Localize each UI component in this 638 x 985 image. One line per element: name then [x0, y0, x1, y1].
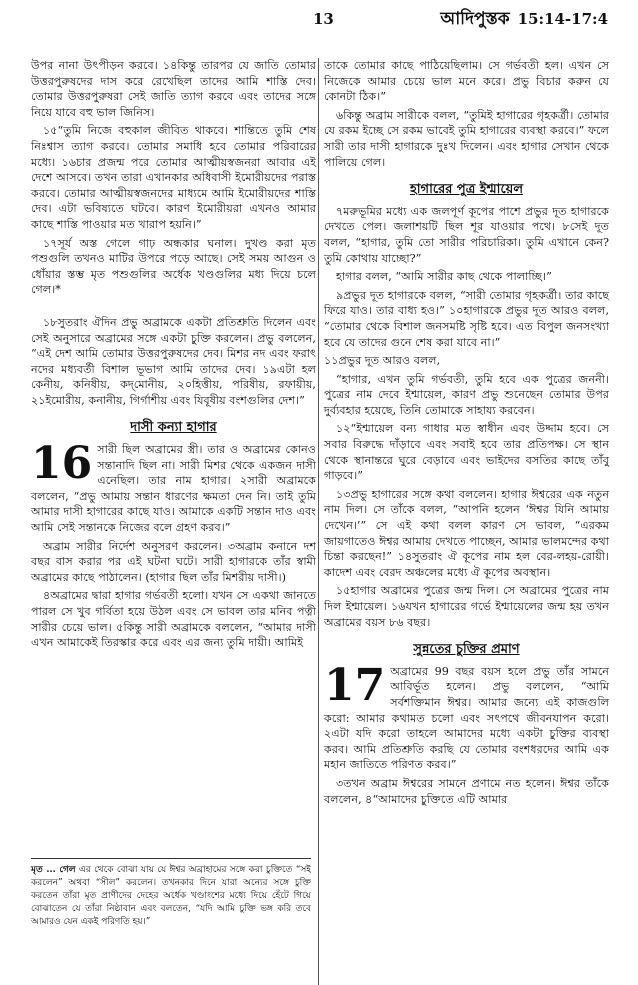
chapter-paragraph: [31, 438, 316, 536]
paragraph: ১৫হাগার অব্রামের পুত্রের জন্ম দিল। সে অব্রামের পুত্রের নাম দিল ইশ্মায়েল। ১৬যখন হাগারের গর্ভে ইশ্মায়েলের জন্ম হয় তখন অব্রামের বয়স ৮৬ বছর।: [324, 584, 609, 629]
spacer: [31, 301, 316, 315]
page-number: 13: [313, 10, 334, 28]
paragraph-text: সারী ছিল অব্রামের স্ত্রী। তার ও অব্রামের কোনও সন্তানাদি ছিল না। সারী মিশর থেকে একজন দাসী এনেছিল। তার নাম হাগার। ২সারী অব্রামকে বললেন, “প্রভু আমায় সন্তান ধারণের ক্ষমতা দেন নি। তাই তুমি আমার দাসী হাগারের কাছে যাও। আমাকে একটি সন্তান দাও এবং আমি সেই সন্তানকে নিজের বলে গ্রহণ করব।”: [31, 443, 316, 535]
paragraph: তাকে তোমার কাছে পাঠিয়েছিলাম। সে গর্ভবতী হল। এখন সে নিজেকে আমার চেয়ে ভাল মনে করে। প্রভু বিচার করুন যে কোনটা ঠিক।”: [324, 59, 609, 104]
poetry-paragraph: ১২“ইশ্মায়েল বন্য গাধার মত স্বাধীন এবং উদ্দাম হবে। সে সবার বিরুদ্ধে দাঁড়াবে এবং সবাই হবে তার প্রতিপক্ষ। সে স্থান থেকে স্থানান্তরে ঘুরে বেড়াবে এবং ভাইদের বসতির কাছে তাঁবু গাড়বে।”: [324, 422, 609, 483]
paragraph: উপর নানা উৎপীড়ন করবে। ১৪কিন্তু তারপর যে জাতি তোমার উত্তরপুরুষদের দাস করে রেখেছিল তাদের আমি শাস্তি দেব। তোমার উত্তরপুরুষরা সেই জাতি ত্যাগ করবে এবং তাদের সঙ্গে নিয়ে যাবে বহু ভাল জিনিস।: [31, 59, 316, 119]
book-title: আদিপুস্তক: [440, 9, 510, 29]
right-column: [324, 58, 609, 810]
chapter-number: 17: [324, 659, 386, 711]
footnote: [31, 858, 311, 929]
column-divider: [318, 58, 319, 985]
chapter-number: 16: [31, 438, 93, 490]
chapter-verse-range: 15:14-17:4: [517, 10, 608, 28]
paragraph-text: অব্রামের 99 বছর বয়স হলে প্রভু তাঁর সামনে আবির্ভূত হলেন। প্রভু বললেন, “আমি সর্বশক্তিমান ঈশ্বর। আমার জন্যে এই কাজগুলি করো: আমার কথামত চলো এবং সৎপথে জীবনযাপন করো। ২এটা যদি করো তাহলে আমাদের মধ্যে একটা চুক্তির ব্যবস্থা করব। আমি প্রতিশ্রুতি করছি যে তোমার বংশধরদের আমি এক মহান জাতিতে পরিণত করব।”: [324, 664, 609, 772]
paragraph: ৭মরুভূমির মধ্যে এক জলপূর্ণ কূপের পাশে প্রভুর দূত হাগারকে দেখতে পেল। জলাশয়টি ছিল শূর যাওয়ার পথে। ৮সেই দূত বলল, “হাগার, তুমি তো সারীর পরিচারিকা। তুমি এখানে কেন? তুমি কোথায় যাচ্ছো?”: [324, 204, 609, 265]
paragraph: ১১প্রভুর দূত আরও বলল,: [324, 354, 441, 368]
section-heading: হাগারের পুত্র ইশ্মায়েল: [409, 182, 524, 198]
paragraph: ৩তখন অব্রাম ঈশ্বরের সামনে প্রণামে নত হলেন। ঈশ্বর তাঁকে বললেন, ৪“আমাদের চুক্তিতে এটি আমার: [324, 776, 609, 806]
section-heading: দাসী কন্যা হাগার: [130, 420, 217, 436]
footnote-text: এর থেকে বোঝা যায় যে ঈশ্বর অব্রাহামের সঙ্গে করা চুক্তিতে “সই করলেন” অথবা “সীল” করলেন। তখনকার দিনে যারা অন্যের সঙ্গে চুক্তি করতেন তাঁরা মৃত প্রাণীদের দেহের অর্ধেক খণ্ডাংশের মধ্যে দিয়ে হেঁটে গিয়ে বোঝাতেন যে তাঁরা নিষ্ঠাবান এবং বলতেন, “যদি আমি চুক্তি ভঙ্গ করি তবে আমারও যেন একই পরিণতি হয়।”: [31, 865, 311, 927]
chapter-paragraph: [324, 659, 609, 773]
paragraph: ১৭সূর্য অস্ত গেলে গাঢ় অন্ধকার ঘনাল। দুখণ্ড করা মৃত পশুগুলি তখনও মাটির উপরে পড়ে আছে। সেই সময় আগুন ও ধোঁয়ার স্তম্ভ মৃত পশুগুলির অর্ধেক খণ্ডগুলির মধ্য দিয়ে চলে গেল।*: [31, 236, 316, 297]
section-heading: সুন্নতের চুক্তির প্রমাণ: [413, 642, 520, 658]
poetry-paragraph: “হাগার, এখন তুমি গর্ভবতী, তুমি হবে এক পুত্রের জননী। পুত্রের নাম দেবে ইশ্মায়েল, কারণ প্রভু শুনেছেন তোমার উপর দুর্ব্যবহার হয়েছে, তিনি তোমাকে সাহায্য করবেন।: [324, 372, 609, 417]
paragraph: ১৫“তুমি নিজে বহুকাল জীবিত থাকবে। শান্তিতে তুমি শেষ নিঃশ্বাস ত্যাগ করবে। তোমার সমাধি হবে তোমার পরিবারের মধ্যে। ১৬চার প্রজন্ম পরে তোমার আত্মীয়স্বজনরা আবার এই দেশে আসবে। তখন তারা এখানকার অধিবাসী ইমোরীয়দের পরাস্ত করবে। তোমার আত্মীয়স্বজনদের মাধ্যমে আমি ইমোরীয়দের শাস্তি দেব। এটা ভবিষ্যতে ঘটবে। কারণ ইমোরীয়রা এখনও আমার কাছে শাস্তি পাওয়ার মত খারাপ হয়নি।”: [31, 124, 316, 231]
paragraph: অব্রাম সারীর নির্দেশ অনুসরণ করলেন। ৩অব্রাম কনানে দশ বছর বাস করার পর এই ঘটনা ঘটে। সারী হাগারকে তাঁর স্বামী অব্রামের কাছে পাঠালেন। (হাগার ছিল তাঁর মিশরীয় দাসী।): [31, 539, 316, 584]
paragraph: ৪অব্রামের দ্বারা হাগার গর্ভবতী হলো। যখন সে একথা জানতে পারল সে খুব গর্বিতা হয়ে উঠল এবং সে ভাবল তার মনিব পত্নী সারীর চেয়ে ভাল। ৫কিন্তু সারী অব্রামকে বললেন, “আমার দাসী এখন আমাকেই তিরস্কার করে এবং এর জন্য তুমি দায়ী। আমিই: [31, 589, 316, 650]
paragraph: ৯প্রভুর দূত হাগারকে বলল, “সারী তোমার গৃহকর্ত্রী। তার কাছে ফিরে যাও। তার বাধ্য হও।” ১০হাগারকে প্রভুর দূত আরও বলল, “তোমার থেকে বিশাল জনসমষ্টি সৃষ্টি হবে। এত বিপুল জনসংখ্যা হবে যে তাদের গুনে শেষ করা যাবে না।”: [324, 288, 609, 349]
paragraph: ৬কিন্তু অব্রাম সারীকে বলল, “তুমিই হাগারের গৃহকর্ত্রী। তোমার যে রকম ইচ্ছে সে রকম ভাবেই তুমি হাগারের ব্যবস্থা করবে।” ফলে সারী তার দাসী হাগারকে দুঃখ দিলেন। এবং হাগার সেখান থেকে পালিয়ে গেল।: [324, 108, 609, 169]
page-header: [30, 6, 608, 36]
paragraph: ১৩প্রভু হাগারের সঙ্গে কথা বললেন। হাগার ঈশ্বরের এক নতুন নাম দিল। সে তাঁকে বলল, “আপনি হলেন ‘ঈশ্বর যিনি আমায় দেখেন।’” সে এই কথা বলল কারণ সে ভাবল, “এরকম জায়গাতেও ঈশ্বর আমায় দেখতে পাচ্ছেন, আমার ভালমন্দের কথা চিন্তা করছেন!” ১৪সুতরাং ঐ কূপের নাম হল বের-লহয়-রোয়ী। কাদেশ এবং বেরদ অঞ্চলের মধ্যে ঐ কূপের অবস্থান।: [324, 487, 609, 579]
paragraph: ১৮সুতরাং ঐদিন প্রভু অব্রামকে একটা প্রতিশ্রুতি দিলেন এবং সেই অনুসারে অব্রামের সঙ্গে একটা চুক্তি করলেন। প্রভু বললেন, “এই দেশ আমি তোমার উত্তরপুরুষদের দেব। মিশর নদ এবং ফরাৎ নদের মধ্যবর্তী বিশাল ভূভাগ আমি তাদের দেব। ১৯এটা হল কেনীয়, কনিষীয়, কদ্‌মোনীয়, ২০হিত্তীয়, পরিষীয়, রফায়ীয়, ২১ইমোরীয়, কনানীয়, গির্গাশীয় এবং যিবূষীয় বংশগুলির দেশ।”: [31, 315, 316, 407]
left-column: [31, 58, 316, 654]
footnote-term: মৃত ... গেল: [31, 865, 76, 875]
paragraph: হাগার বলল, “আমি সারীর কাছ থেকে পালাচ্ছি।”: [336, 270, 552, 284]
running-head: [440, 6, 608, 34]
